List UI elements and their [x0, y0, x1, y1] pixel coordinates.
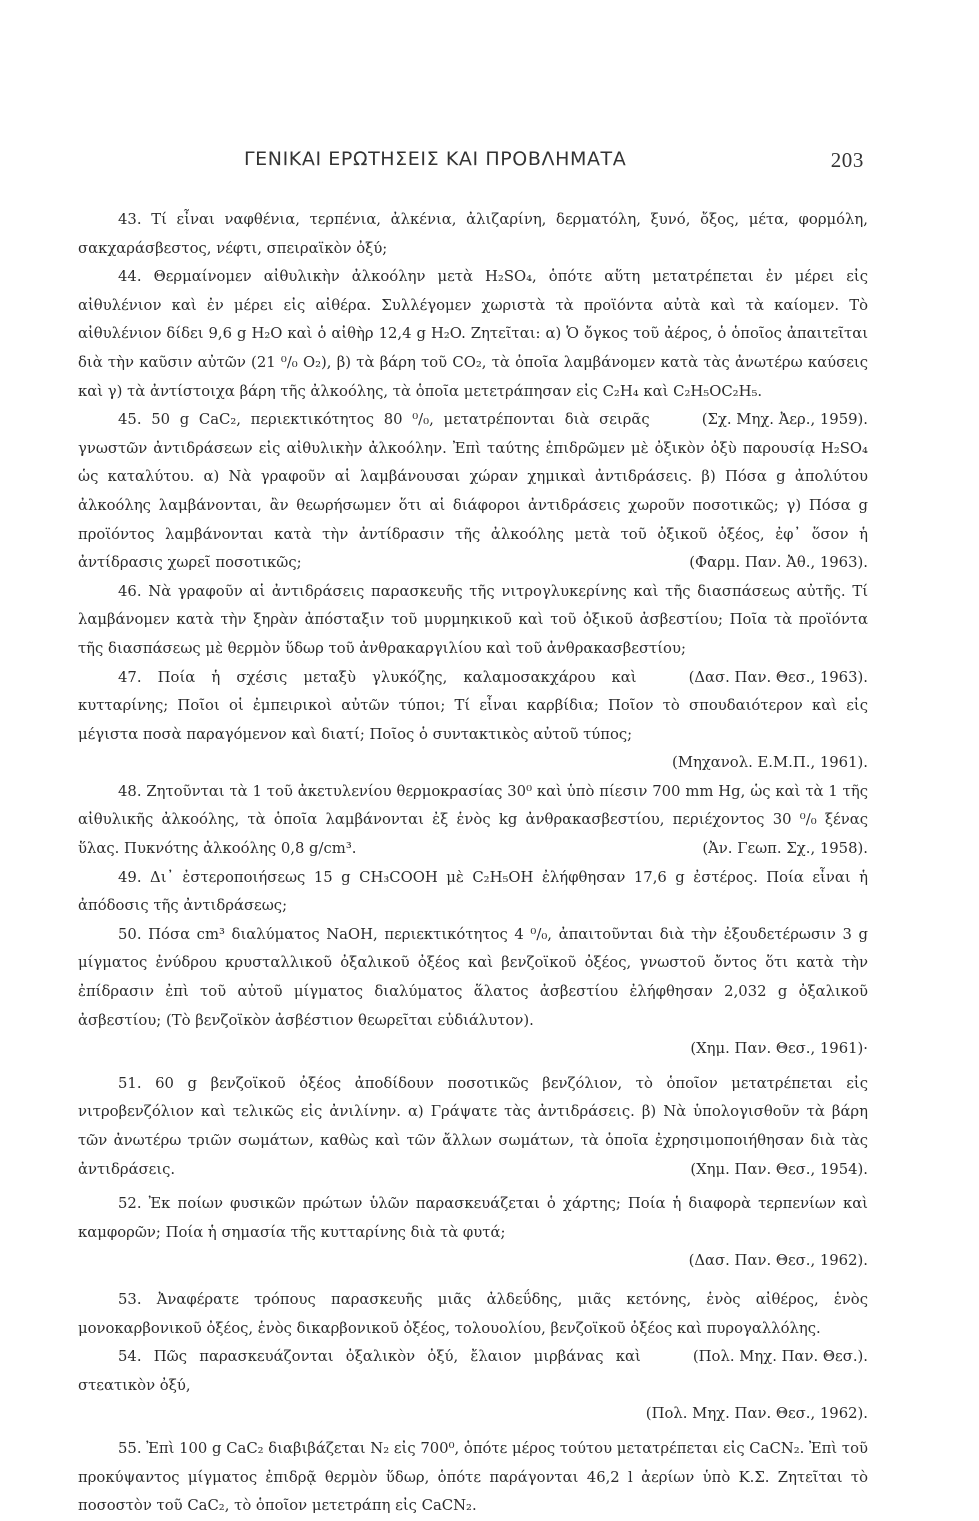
problem-source: (Δασ. Παν. Θεσ., 1962). [688, 1252, 868, 1270]
problem-source: (Χημ. Παν. Θεσ., 1961)· [690, 1040, 868, 1058]
problem-text: 55. Ἐπὶ 100 g CaC₂ διαβιβάζεται N₂ εἰς 700⁰, ὁπότε μέρος τούτου μετατρέπεται εἰς CaCN₂. Ἐπὶ τοῦ προκύψαντος μίγματος ἐπιδρᾷ θερμὸν ὕδωρ, ὁπότε παράγονται 46,2 l ἀερίων ὑπὸ Κ.Σ. Ζητεῖται τὸ ποσοστὸν τοῦ CaC₂, τὸ ὁποῖον μετετράπη εἰς CaCN₂. [78, 1439, 869, 1515]
problem-text: 53. Ἀναφέρατε τρόπους παρασκευῆς μιᾶς ἀλδεΰδης, μιᾶς κετόνης, ἑνὸς αἰθέρος, ἑνὸς μονοκαρβονικοῦ ὀξέος, ἑνὸς δικαρβονικοῦ ὀξέος, τολουολίου, βενζοϊκοῦ ὀξέος καὶ πυρογαλλόλης. [78, 1290, 868, 1337]
problem-52 [78, 1190, 868, 1276]
problem-text: 46. Νὰ γραφοῦν αἱ ἀντιδράσεις παρασκευῆς τῆς νιτρογλυκερίνης καὶ τῆς διασπάσεως αὐτῆς. Τί λαμβάνομεν κατὰ τὴν ξηρὰν ἀπόσταξιν τοῦ μυρμηκικοῦ καὶ τοῦ ὀξικοῦ ἀσβεστίου; Ποῖα τὰ προϊόντα τῆς διασπάσεως μὲ θερμὸν ὕδωρ τοῦ ἀνθρακαργιλίου καὶ τοῦ ἀνθρακασβεστίου; [78, 582, 868, 657]
problem-text: 50. Πόσα cm³ διαλύματος NaOH, περιεκτικότητος 4 ⁰/₀, ἀπαιτοῦνται διὰ τὴν ἐξουδετέρωσιν 3 g μίγματος ἐνύδρου κρυσταλλικοῦ ὀξαλικοῦ ὀξέος καὶ βενζοϊκοῦ ὀξέος, γνωστοῦ ὄντος ὅτι κατὰ τὴν ἐπίδρασιν ἐπὶ τοῦ αὐτοῦ μίγματος διαλύματος ἅλατος ἀσβεστίου ἐλήφθησαν 2,032 g ὀξαλικοῦ ἀσβεστίου; (Τὸ βενζοϊκὸν ἀσβέστιον θεωρεῖται εὐδιάλυτον). [78, 925, 868, 1029]
problems-list [78, 206, 868, 1521]
problem-text: 45. 50 g CaC₂, περιεκτικότητος 80 ⁰/₀, μετατρέπονται διὰ σειρᾶς γνωστῶν ἀντιδράσεων εἰς αἰθυλικὴν ἀλκοόλην. Ἐπὶ ταύτης ἐπιδρῶμεν μὲ ὀξικὸν ὀξὺ παρουσίᾳ H₂SO₄ ὡς καταλύτου. α) Νὰ γραφοῦν αἱ λαμβάνουσαι χώραν χημικαὶ ἀντιδράσεις. β) Πόσα g ἀπολύτου ἀλκοόλης λαμβάνονται, ἂν θεωρήσωμεν ὅτι αἱ διάφοροι ἀντιδράσεις χωροῦν ποσοτικῶς; γ) Πόσα g προϊόντος λαμβάνονται κατὰ τὴν ἀντίδρασιν τῆς ἀλκοόλης μετὰ τοῦ ὀξικοῦ ὀξέος, ἐφ᾽ ὅσον ἡ ἀντίδρασις χωρεῖ ποσοτικῶς; [78, 411, 868, 572]
problem-50 [78, 921, 868, 1064]
problem-source: (Μηχανολ. Ε.Μ.Π., 1961). [672, 754, 868, 772]
problem-source: (Φαρμ. Παν. Ἀθ., 1963). [689, 554, 868, 572]
problem-48 [78, 778, 868, 864]
problem-source: (Πολ. Μηχ. Παν. Θεσ., 1962). [645, 1405, 868, 1423]
problem-text: 49. Δι᾽ ἐστεροποιήσεως 15 g CH₃COOH μὲ C₂H₅OH ἐλήφθησαν 17,6 g ἐστέρος. Ποία εἶναι ἡ ἀπόδοσις τῆς ἀντιδράσεως; [78, 868, 868, 915]
problem-source: (Σχ. Μηχ. Ἀερ., 1959). [701, 411, 868, 429]
running-head [244, 148, 864, 178]
page-number: 203 [830, 148, 864, 172]
problem-text: 51. 60 g βενζοϊκοῦ ὀξέος ἀποδίδουν ποσοτικῶς βενζόλιον, τὸ ὁποῖον μετατρέπεται εἰς νιτροβενζόλιον καὶ τελικῶς εἰς ἀνιλίνην. α) Γράψατε τὰς ἀντιδράσεις. β) Νὰ ὑπολογισθοῦν τὰ βάρη τῶν ἀνωτέρω τριῶν σωμάτων, καθὼς καὶ τῶν ἄλλων σωμάτων, τὰ ὁποῖα ἐχρησιμοποιήθησαν διὰ τὰς ἀντιδράσεις. [78, 1074, 868, 1178]
problem-49 [78, 864, 868, 921]
problem-43 [78, 206, 868, 263]
problem-source: (Χημ. Παν. Θεσ., 1954). [690, 1160, 868, 1178]
problem-text: 54. Πῶς παρασκευάζονται ὀξαλικὸν ὀξύ, ἔλαιον μιρβάνας καὶ στεατικὸν ὀξύ, [78, 1348, 641, 1394]
problem-text: 47. Ποία ἡ σχέσις μεταξὺ γλυκόζης, καλαμοσακχάρου καὶ κυτταρίνης; Ποῖοι οἱ ἐμπειρικοὶ αὐτῶν τύποι; Τί εἶναι καρβίδια; Ποῖον τὸ σπουδαιότερον καὶ εἰς μέγιστα ποσὰ παραγόμενον καὶ διατί; Ποῖος ὁ συντακτικὸς αὐτοῦ τύπος; [78, 668, 868, 743]
problem-text: 44. Θερμαίνομεν αἰθυλικὴν ἀλκοόλην μετὰ H₂SO₄, ὁπότε αὕτη μετατρέπεται ἐν μέρει εἰς αἰθυλένιον καὶ ἐν μέρει εἰς αἰθέρα. Συλλέγομεν χωριστὰ τὰ προϊόντα αὐτὰ καὶ τὰ καίομεν. Τὸ αἰθυλένιον δίδει 9,6 g H₂O καὶ ὁ αἰθὴρ 12,4 g H₂O. Ζητεῖται: α) Ὁ ὄγκος τοῦ ἀέρος, ὁ ὁποῖος ἀπαιτεῖται διὰ τὴν καῦσιν αὐτῶν (21 ⁰/₀ O₂), β) τὰ βάρη τοῦ CO₂, τὰ ὁποῖα λαμβάνομεν κατὰ τὰς ἀνωτέρω καύσεις καὶ γ) τὰ ἀντίστοιχα βάρη τῆς ἀλκοόλης, τὰ ὁποῖα μετετράπησαν εἰς C₂H₄ καὶ C₂H₅OC₂H₅. [78, 268, 868, 400]
problem-46 [78, 578, 868, 686]
problem-51 [78, 1070, 868, 1184]
problem-text: 52. Ἐκ ποίων φυσικῶν πρώτων ὑλῶν παρασκευάζεται ὁ χάρτης; Ποία ἡ διαφορὰ τερπενίων καὶ καμφορῶν; Ποία ἡ σημασία τῆς κυτταρίνης διὰ τὰ φυτά; [78, 1195, 868, 1241]
problem-source: (Ἀν. Γεωπ. Σχ., 1958). [702, 840, 868, 858]
problem-44 [78, 263, 868, 429]
problem-source: (Πολ. Μηχ. Παν. Θεσ.). [692, 1348, 868, 1366]
problem-text: 48. Ζητοῦνται τὰ 1 τοῦ ἀκετυλενίου θερμοκρασίας 30⁰ καὶ ὑπὸ πίεσιν 700 mm Hg, ὡς καὶ τὰ 1 τῆς αἰθυλικῆς ἀλκοόλης, τὰ ὁποῖα λαμβάνονται ἐξ ἑνὸς kg ἀνθρακασβεστίου, περιέχοντος 30 ⁰/₀ ξένας ὕλας. Πυκνότης ἀλκοόλης 0,8 g/cm³. [78, 782, 868, 858]
problem-text: 43. Τί εἶναι ναφθένια, τερπένια, ἀλκένια, ἀλιζαρίνη, δερματόλη, ξυνό, ὄξος, μέτα, φορμόλη, σακχαράσβεστος, νέφτι, σπειραϊκὸν ὀξύ; [78, 211, 868, 257]
problem-53 [78, 1286, 868, 1366]
problem-source: (Δασ. Παν. Θεσ., 1963). [688, 668, 868, 686]
page-title: ΓΕΝΙΚΑΙ ΕΡΩΤΗΣΕΙΣ ΚΑΙ ΠΡΟΒΛΗΜΑΤΑ [244, 148, 627, 170]
problem-55 [78, 1435, 868, 1521]
